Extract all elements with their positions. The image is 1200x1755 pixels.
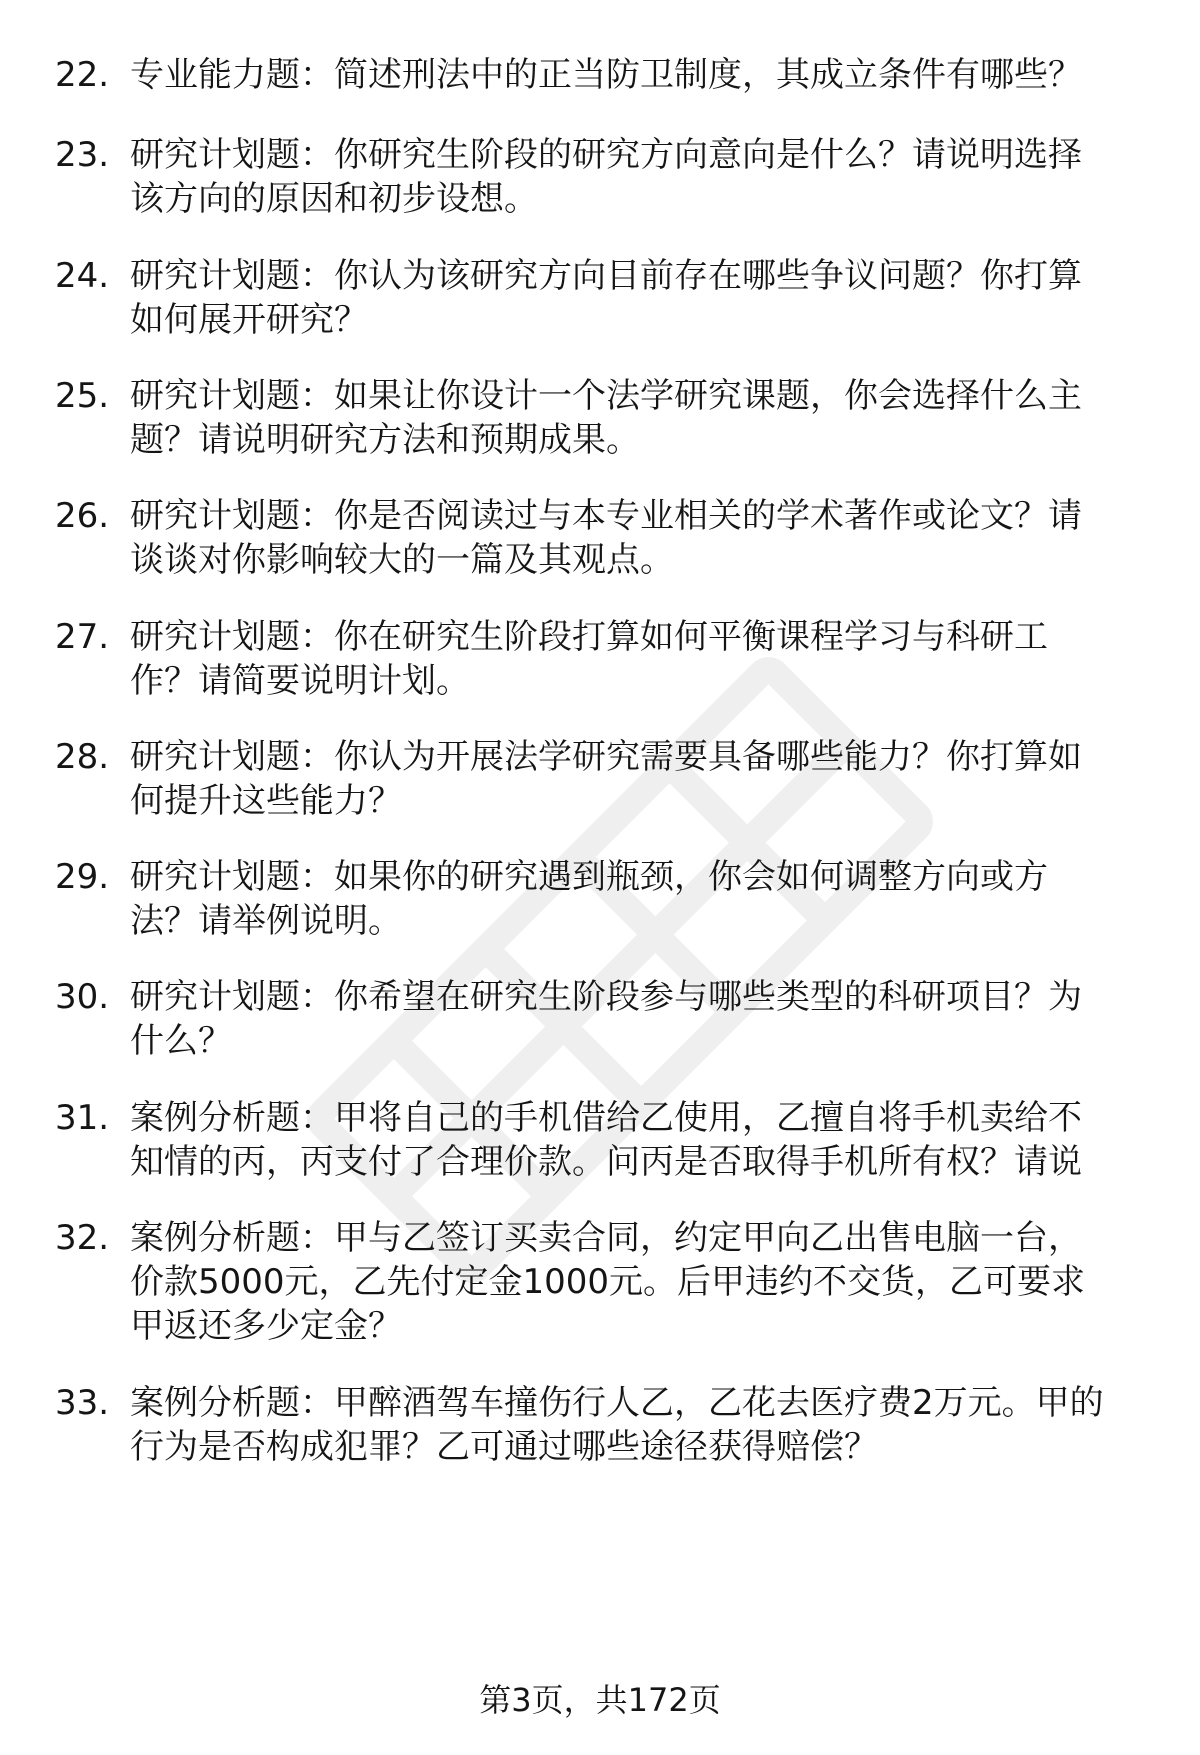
question-number: 22. [55,55,110,95]
question-number: 28. [55,737,110,777]
question-line: 研究计划题：你认为该研究方向目前存在哪些争议问题？你打算 [130,256,1082,296]
question-number: 32. [55,1218,110,1258]
question-line: 研究计划题：如果让你设计一个法学研究课题，你会选择什么主 [130,376,1082,416]
question-line: 题？请说明研究方法和预期成果。 [130,420,640,460]
question-line: 谈谈对你影响较大的一篇及其观点。 [130,540,674,580]
question-line: 研究计划题：你是否阅读过与本专业相关的学术著作或论文？请 [130,496,1082,536]
question-line: 该方向的原因和初步设想。 [130,179,538,219]
question-line: 研究计划题：如果你的研究遇到瓶颈，你会如何调整方向或方 [130,857,1048,897]
question-line: 案例分析题：甲与乙签订买卖合同，约定甲向乙出售电脑一台， [130,1218,1082,1258]
question-line: 如何展开研究？ [130,300,368,340]
question-number: 31. [55,1098,110,1138]
page-number-label: 第3页，共172页 [479,1681,721,1719]
question-number: 27. [55,617,110,657]
question-line: 案例分析题：甲醉酒驾车撞伤行人乙，乙花去医疗费2万元。甲的 [130,1383,1104,1423]
question-line: 案例分析题：甲将自己的手机借给乙使用，乙擅自将手机卖给不 [130,1098,1082,1138]
question-number: 30. [55,977,110,1017]
question-line: 何提升这些能力？ [130,781,402,821]
question-line: 研究计划题：你认为开展法学研究需要具备哪些能力？你打算如 [130,737,1082,777]
question-line: 甲返还多少定金？ [130,1306,402,1346]
question-number: 23. [55,135,110,175]
question-number: 26. [55,496,110,536]
question-line: 研究计划题：你研究生阶段的研究方向意向是什么？请说明选择 [130,135,1082,175]
question-line: 价款5000元，乙先付定金1000元。后甲违约不交货，乙可要求 [130,1262,1086,1302]
question-line: 研究计划题：你希望在研究生阶段参与哪些类型的科研项目？为 [130,977,1082,1017]
question-number: 25. [55,376,110,416]
question-line: 法？请举例说明。 [130,901,402,941]
question-line: 知情的丙，丙支付了合理价款。问丙是否取得手机所有权？请说 [130,1142,1082,1182]
question-line: 专业能力题：简述刑法中的正当防卫制度，其成立条件有哪些？ [130,55,1082,95]
question-number: 29. [55,857,110,897]
question-line: 研究计划题：你在研究生阶段打算如何平衡课程学习与科研工 [130,617,1048,657]
question-line: 什么？ [130,1021,232,1061]
question-line: 行为是否构成犯罪？乙可通过哪些途径获得赔偿？ [130,1427,878,1467]
question-number: 24. [55,256,110,296]
question-line: 作？请简要说明计划。 [130,661,470,701]
question-number: 33. [55,1383,110,1423]
